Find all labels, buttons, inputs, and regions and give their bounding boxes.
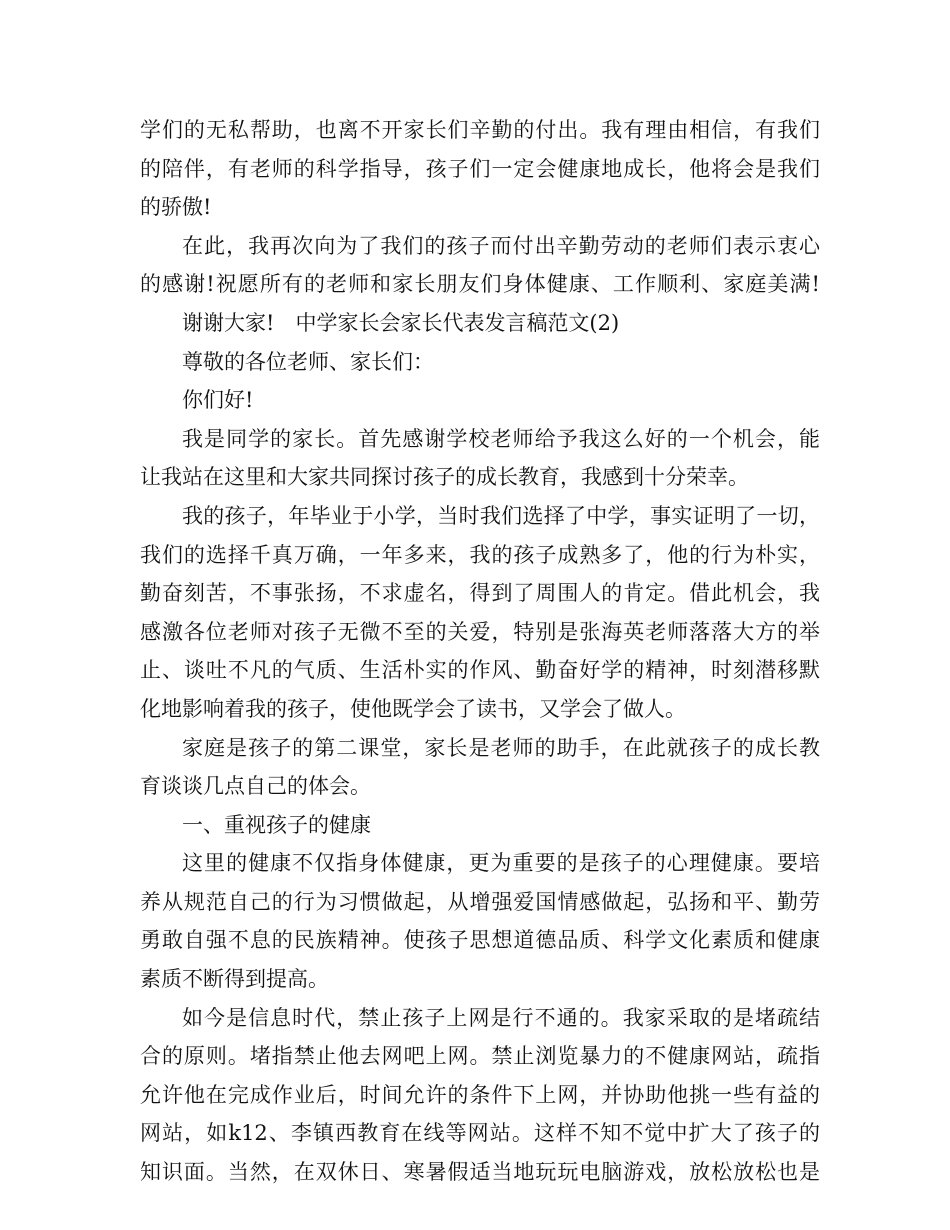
text-line: 尊敬的各位老师、家长们： bbox=[182, 349, 434, 374]
text-line: 你们好! bbox=[182, 388, 254, 413]
text-line: 的陪伴，有老师的科学指导，孩子们一定会健康地成长，他将会是我们 bbox=[140, 156, 820, 181]
text-line: 勤奋刻苦，不事张扬，不求虚名，得到了周围人的肯定。借此机会，我 bbox=[140, 581, 820, 606]
text-line: 我是同学的家长。首先感谢学校老师给予我这么好的一个机会，能 bbox=[182, 426, 820, 451]
text-line: 在此，我再次向为了我们的孩子而付出辛勤劳动的老师们表示衷心 bbox=[182, 233, 820, 258]
text-line: 一、重视孩子的健康 bbox=[182, 812, 371, 837]
text-line: 养从规范自己的行为习惯做起，从增强爱国情感做起，弘扬和平、勤劳 bbox=[140, 889, 820, 914]
text-line: 勇敢自强不息的民族精神。使孩子思想道德品质、科学文化素质和健康 bbox=[140, 928, 820, 953]
text-line: 这里的健康不仅指身体健康，更为重要的是孩子的心理健康。要培 bbox=[182, 851, 820, 876]
text-line: 化地影响着我的孩子，使他既学会了读书，又学会了做人。 bbox=[140, 696, 686, 721]
text-line: 素质不断得到提高。 bbox=[140, 967, 329, 992]
text-line: 知识面。当然，在双休日、寒暑假适当地玩玩电脑游戏，放松放松也是 bbox=[140, 1160, 820, 1185]
text-line: 允许他在完成作业后，时间允许的条件下上网，并协助他挑一些有益的 bbox=[140, 1082, 820, 1107]
text-line: 育谈谈几点自己的体会。 bbox=[140, 774, 371, 799]
text-line: 让我站在这里和大家共同探讨孩子的成长教育，我感到十分荣幸。 bbox=[140, 465, 749, 490]
text-line: 学们的无私帮助，也离不开家长们辛勤的付出。我有理由相信，有我们 bbox=[140, 118, 820, 142]
document-body bbox=[140, 111, 820, 1192]
text-line: 如今是信息时代，禁止孩子上网是行不通的。我家采取的是堵疏结 bbox=[182, 1005, 820, 1030]
text-line: 我的孩子，年毕业于小学，当时我们选择了中学，事实证明了一切， bbox=[182, 503, 820, 528]
text-line: 的骄傲! bbox=[140, 195, 212, 220]
text-line: 谢谢大家! 中学家长会家长代表发言稿范文(2) bbox=[182, 310, 620, 335]
text-line: 合的原则。堵指禁止他去网吧上网。禁止浏览暴力的不健康网站，疏指 bbox=[140, 1044, 820, 1069]
text-line: 我们的选择千真万确，一年多来，我的孩子成熟多了，他的行为朴实， bbox=[140, 542, 820, 567]
text-line: 网站，如k12、李镇西教育在线等网站。这样不知不觉中扩大了孩子的 bbox=[140, 1121, 820, 1146]
text-line: 的感谢!祝愿所有的老师和家长朋友们身体健康、工作顺利、家庭美满! bbox=[140, 272, 820, 297]
text-line: 感激各位老师对孩子无微不至的关爱，特别是张海英老师落落大方的举 bbox=[140, 619, 820, 644]
text-line: 家庭是孩子的第二课堂，家长是老师的助手，在此就孩子的成长教 bbox=[182, 735, 820, 760]
text-line: 止、谈吐不凡的气质、生活朴实的作风、勤奋好学的精神，时刻潜移默 bbox=[140, 658, 820, 683]
